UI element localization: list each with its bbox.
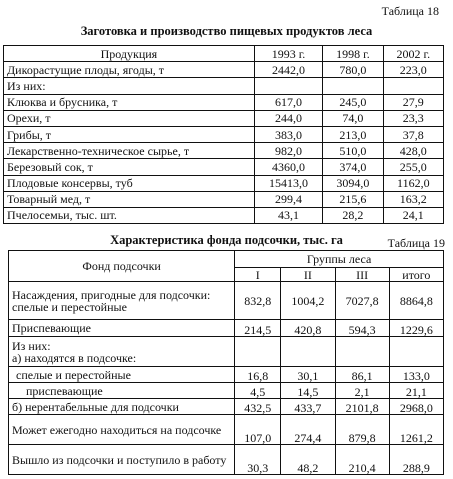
table18-number: Таблица 18 [381,4,439,18]
table-row [4,126,444,142]
table-row [4,94,444,110]
value-cell: 223,0 [383,62,443,78]
value-cell: 982,0 [254,143,322,159]
fund-label-line: б) нерентабельные для подсочки [12,399,179,414]
value-cell: 4,5 [235,383,281,399]
table-row [4,62,444,78]
value-cell: 432,5 [235,399,281,415]
value-cell: 24,1 [383,207,443,223]
fund-label-cell [9,337,235,367]
value-cell: 30,3 [235,445,281,475]
product-name-cell: Пчелосемьи, тыс. шт. [4,207,255,223]
value-cell: 37,8 [383,126,443,142]
value-cell: 299,4 [254,191,322,207]
value-cell: 510,0 [323,143,383,159]
value-cell: 2,1 [335,383,389,399]
table-row [4,110,444,126]
value-cell: 2442,0 [254,62,322,78]
value-cell: 7027,8 [335,282,389,320]
fund-label-line: Приспевающие [12,321,91,335]
value-cell: 30,1 [281,367,335,383]
table-row [4,143,444,159]
fund-label-line: Из них: [12,338,51,353]
product-name-cell: Грибы, т [4,126,255,142]
value-cell: 107,0 [235,415,281,445]
table-row [9,383,444,399]
value-cell: 21,1 [389,383,443,399]
header-group-2: II [281,268,335,282]
value-cell: 2101,8 [335,399,389,415]
table-row [4,191,444,207]
value-cell: 14,5 [281,383,335,399]
value-cell [281,337,335,367]
fund-label-line: а) находятся в подсочке: [12,350,137,365]
value-cell [335,337,389,367]
header-1998: 1998 г. [323,46,383,62]
value-cell: 28,2 [323,207,383,223]
table-row [9,399,444,415]
value-cell: 133,0 [389,367,443,383]
fund-label-line: Может ежегодно находиться на подсочке [12,422,222,437]
value-cell: 215,6 [323,191,383,207]
fund-label-line: спелые и перестойные [16,367,131,382]
table-row [9,337,444,367]
fund-label-cell [9,282,235,320]
fund-label-line: Насаждения, пригодные для подсочки: [12,287,211,302]
value-cell: 27,9 [383,94,443,110]
value-cell: 16,8 [235,367,281,383]
table-row [9,282,444,320]
table-row [4,159,444,175]
table19-title: Характеристика фонда подсочки, тыс. га [110,233,343,247]
header-total: итого [389,268,443,282]
value-cell: 48,2 [281,445,335,475]
value-cell: 245,0 [323,94,383,110]
header-1993: 1993 г. [254,46,322,62]
value-cell: 213,0 [323,126,383,142]
value-cell: 420,8 [281,320,335,337]
value-cell: 163,2 [383,191,443,207]
header-2002: 2002 г. [383,46,443,62]
product-name-cell: Лекарственно-техническое сырье, т [4,143,255,159]
value-cell: 244,0 [254,110,322,126]
value-cell: 3094,0 [323,175,383,191]
value-cell [254,78,322,94]
value-cell: 15413,0 [254,175,322,191]
value-cell: 617,0 [254,94,322,110]
header-groups: Группы леса [235,251,444,268]
header-fund: Фонд подсочки [9,251,235,282]
value-cell: 210,4 [335,445,389,475]
fund-label-line: Вышло из подсочки и поступило в работу [12,452,227,467]
product-name-cell: Товарный мед, т [4,191,255,207]
table-row [9,415,444,445]
value-cell: 1162,0 [383,175,443,191]
value-cell: 274,4 [281,415,335,445]
fund-label-line: приспевающие [26,383,103,398]
fund-label-cell [9,399,235,415]
value-cell: 1261,2 [389,415,443,445]
header-group-1: I [235,268,281,282]
value-cell [323,78,383,94]
value-cell: 780,0 [323,62,383,78]
value-cell: 594,3 [335,320,389,337]
value-cell: 23,3 [383,110,443,126]
table18-title: Заготовка и производство пищевых продуктов леса [80,24,373,38]
table19-number: Таблица 19 [387,236,445,250]
value-cell: 43,1 [254,207,322,223]
value-cell: 4360,0 [254,159,322,175]
fund-label-cell [9,320,235,337]
table-row [4,175,444,191]
table-row [4,78,444,94]
product-name-cell: Березовый сок, т [4,159,255,175]
table18-header-row [4,46,444,62]
header-product: Продукция [4,46,255,62]
value-cell: 383,0 [254,126,322,142]
table19-header-row-1 [9,251,444,268]
value-cell [235,337,281,367]
value-cell: 214,5 [235,320,281,337]
product-name-cell: Из них: [4,78,255,94]
table18 [3,45,444,224]
value-cell: 832,8 [235,282,281,320]
table-row [9,320,444,337]
value-cell: 374,0 [323,159,383,175]
value-cell: 1004,2 [281,282,335,320]
value-cell [383,78,443,94]
product-name-cell: Орехи, т [4,110,255,126]
value-cell: 1229,6 [389,320,443,337]
table-row [9,367,444,383]
value-cell: 428,0 [383,143,443,159]
value-cell: 86,1 [335,367,389,383]
fund-label-cell [9,415,235,445]
fund-label-cell [9,445,235,475]
fund-label-line: спелые и перестойные [12,299,127,314]
value-cell: 879,8 [335,415,389,445]
product-name-cell: Клюква и брусника, т [4,94,255,110]
value-cell: 288,9 [389,445,443,475]
table-row [9,445,444,475]
value-cell: 8864,8 [389,282,443,320]
fund-label-cell [9,367,235,383]
value-cell: 74,0 [323,110,383,126]
table19 [8,250,444,475]
value-cell: 2968,0 [389,399,443,415]
table-row [4,207,444,223]
value-cell: 433,7 [281,399,335,415]
product-name-cell: Дикорастущие плоды, ягоды, т [4,62,255,78]
header-group-3: III [335,268,389,282]
product-name-cell: Плодовые консервы, туб [4,175,255,191]
value-cell: 255,0 [383,159,443,175]
fund-label-cell [9,383,235,399]
value-cell [389,337,443,367]
